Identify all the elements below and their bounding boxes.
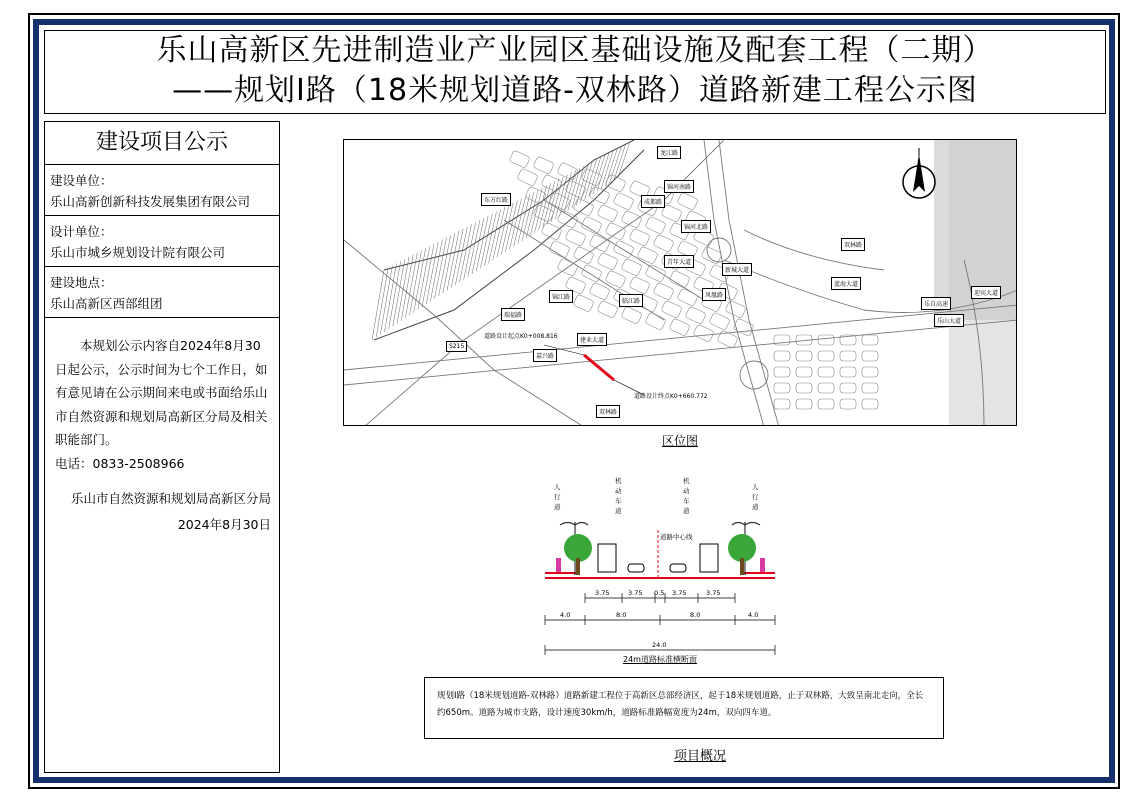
dim-mid: 8.0 [690, 611, 701, 619]
dim-lane: 0.5 [654, 589, 665, 597]
builder-section [45, 165, 279, 216]
map-label: 成都路 [641, 195, 665, 208]
right-sidewalk-label: 人行道 [752, 483, 759, 511]
map-label: 锦河南路 [664, 180, 694, 193]
left-sidewalk-label: 人行道 [554, 483, 561, 511]
centerline-label: 道路中心线 [660, 533, 693, 541]
map-label: S215 [446, 341, 467, 352]
north-arrow-icon [903, 148, 935, 198]
map-label: 建业大道 [577, 333, 607, 346]
map-label: 双林路 [596, 405, 620, 418]
dim-lane: 3.75 [628, 589, 643, 597]
panel-heading: 建设项目公示 [45, 122, 279, 165]
map-label: 新城大道 [722, 263, 752, 276]
cross-section-drawing [540, 470, 780, 670]
map-label: 嘉兴路 [533, 349, 557, 362]
left-lane-label: 机动车道 [615, 477, 622, 515]
signer-org: 乐山市自然资源和规划局高新区分局 [70, 491, 271, 506]
location-label: 建设地点： [50, 275, 113, 290]
location-map [343, 139, 1017, 426]
road-cross-section [540, 470, 780, 670]
map-label: 青年大道 [664, 255, 694, 268]
designer-section [45, 216, 279, 267]
map-label: 瑞福路 [501, 308, 525, 321]
title-box [44, 30, 1106, 114]
designer-value: 乐山市城乡规划设计院有限公司 [50, 245, 226, 260]
map-label: 临江路 [619, 294, 643, 307]
designer-label: 设计单位： [50, 224, 113, 239]
overview-text: 规划I路（18米规划道路-双林路）道路新建工程位于高新区总部经济区，起于18米规划道路，止于双林路，大致呈南北走向，全长约650m。道路为城市支路，设计速度30km/h，道路标准路幅宽度为24m，双向四车道。 [437, 691, 924, 718]
builder-value: 乐山高新创新科技发展集团有限公司 [50, 194, 251, 209]
map-label: 锦河北路 [681, 220, 711, 233]
dim-lane: 3.75 [672, 589, 687, 597]
dim-mid: 8.0 [616, 611, 627, 619]
map-label: 乐山大道 [934, 314, 964, 327]
cross-section-caption: 24m道路标准横断面 [623, 655, 697, 664]
notice-body: 本规划公示内容自2024年8月30日起公示，公示时间为七个工作日，如有意见请在公示期间来电或书面给乐山市自然资源和规划局高新区分局及相关职能部门。 [55, 338, 268, 447]
dim-total: 24.0 [652, 641, 667, 649]
route-end-label: 道路设计终点K0+660.772 [634, 393, 708, 400]
dim-mid: 4.0 [560, 611, 571, 619]
dim-lane: 3.75 [595, 589, 610, 597]
project-route [584, 355, 614, 380]
location-value: 乐山高新区西部组团 [50, 296, 163, 311]
project-overview [424, 677, 944, 739]
map-label: 迎宾大道 [971, 286, 1001, 299]
map-label: 乐自高速 [921, 297, 951, 310]
map-label: 东方红路 [481, 193, 511, 206]
notice-text [45, 318, 279, 475]
dim-mid: 4.0 [748, 611, 759, 619]
map-label: 锦江路 [549, 290, 573, 303]
map-label: 龙江路 [657, 146, 681, 159]
location-section [45, 267, 279, 318]
dim-lane: 3.75 [706, 589, 721, 597]
map-caption: 区位图 [661, 434, 698, 448]
overview-caption: 项目概况 [673, 749, 726, 764]
map-label: 双林路 [841, 238, 865, 251]
route-start-label: 道路设计起点K0+008.816 [484, 333, 558, 340]
title-line-2: ——规划I路（18米规划道路-双林路）道路新建工程公示图 [172, 73, 978, 108]
signer-date: 2024年8月30日 [177, 517, 271, 532]
announcement-panel [44, 121, 280, 773]
map-label: 凤凰路 [702, 288, 726, 301]
map-label: 蓝海大道 [831, 277, 861, 290]
title-line-1: 乐山高新区先进制造业产业园区基础设施及配套工程（二期） [156, 33, 994, 68]
phone-number: 电话：0833-2508966 [55, 455, 185, 471]
builder-label: 建设单位： [50, 173, 113, 188]
right-lane-label: 机动车道 [683, 477, 690, 515]
